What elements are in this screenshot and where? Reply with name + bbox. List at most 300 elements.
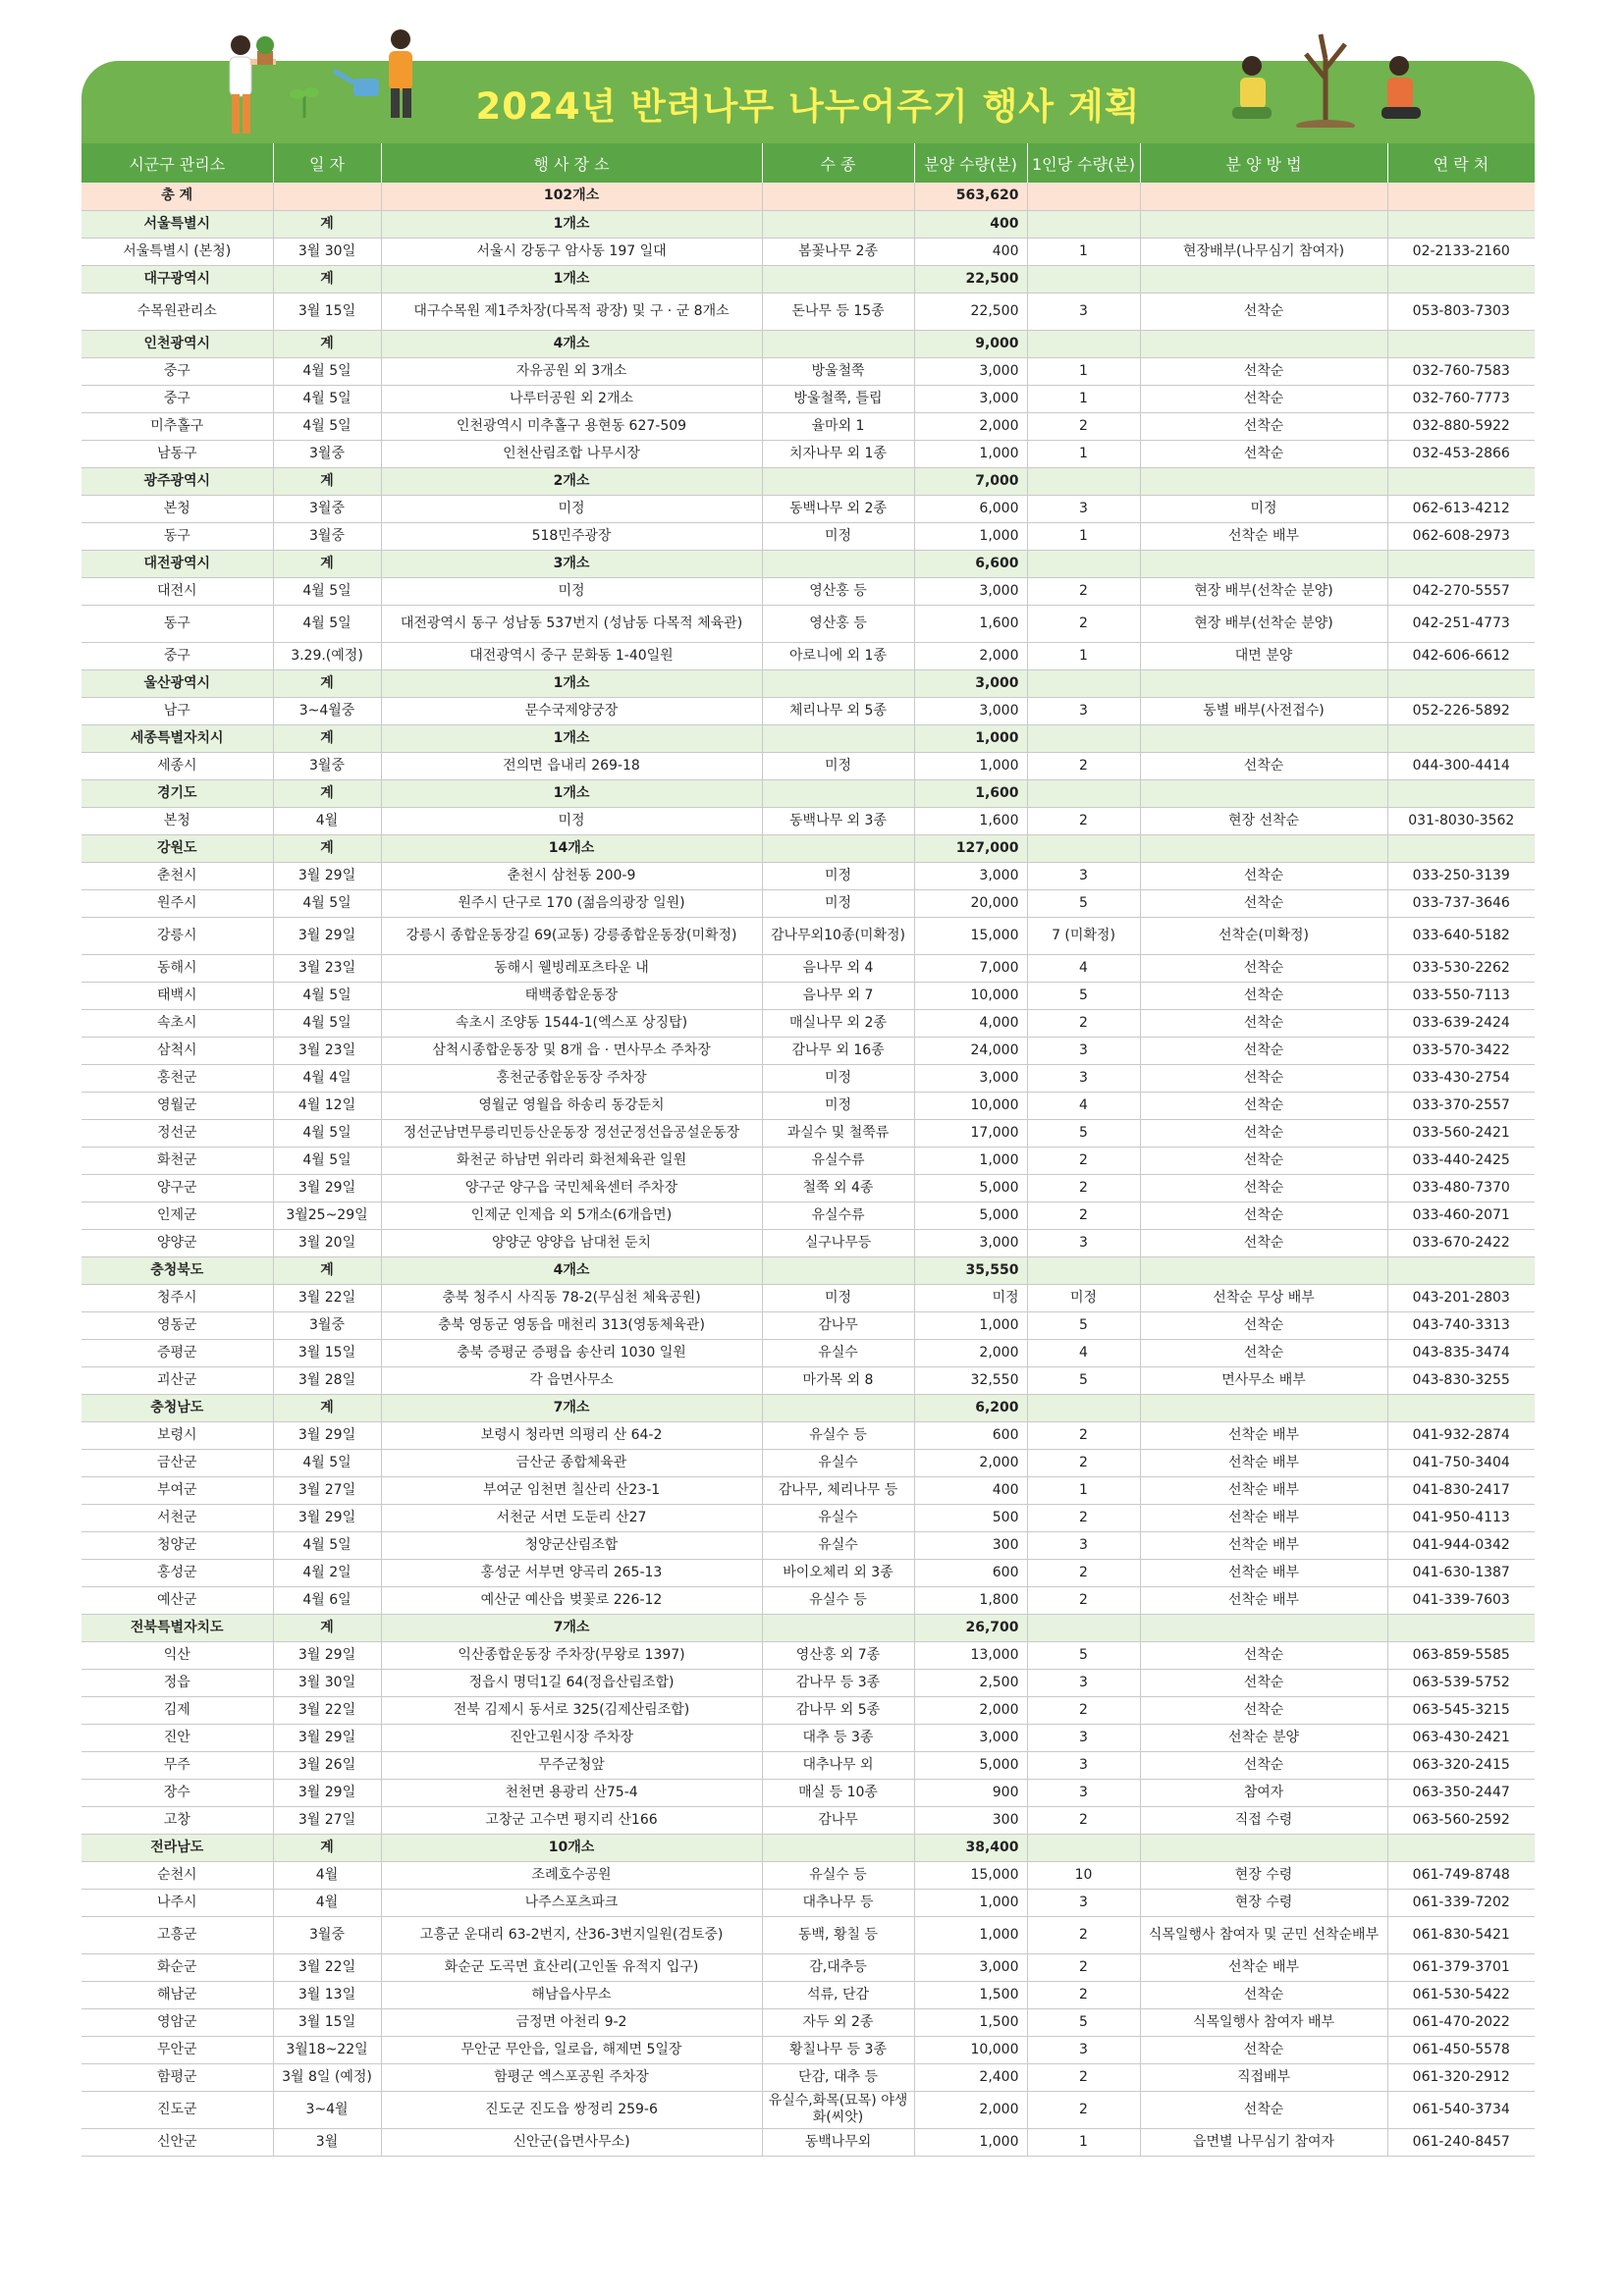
- region-place-count: 3개소: [381, 550, 762, 577]
- cell-quantity: 900: [914, 1779, 1027, 1806]
- cell-species: 동백나무 외 2종: [762, 495, 914, 522]
- region-quantity: 22,500: [914, 265, 1027, 293]
- cell-quantity: 10,000: [914, 1092, 1027, 1119]
- cell-place: 영월군 영월읍 하송리 동강둔치: [381, 1092, 762, 1119]
- cell-species: 동백, 황칠 등: [762, 1916, 914, 1953]
- cell-place: 함평군 엑스포공원 주차장: [381, 2063, 762, 2091]
- cell-office: 태백시: [81, 982, 273, 1009]
- cell-quantity: 3,000: [914, 357, 1027, 385]
- cell-office: 중구: [81, 357, 273, 385]
- cell-contact: 063-539-5752: [1387, 1669, 1535, 1696]
- sprout-icon: [285, 79, 324, 118]
- cell-office: 나주시: [81, 1889, 273, 1916]
- cell-method: 선착순 배부: [1140, 1476, 1387, 1504]
- cell-office: 청주시: [81, 1284, 273, 1311]
- region-subtotal-label: 계: [273, 330, 381, 357]
- region-quantity: 1,000: [914, 724, 1027, 752]
- col-header-office: 시군구 관리소: [81, 143, 273, 183]
- cell-contact: 033-460-2071: [1387, 1201, 1535, 1229]
- region-name: 강원도: [81, 834, 273, 862]
- cell-species: 영산홍 외 7종: [762, 1641, 914, 1669]
- cell-place: 대전광역시 동구 성남동 537번지 (성남동 다목적 체육관): [381, 605, 762, 642]
- cell-species: 유실수 등: [762, 1421, 914, 1449]
- cell-contact: 033-250-3139: [1387, 862, 1535, 889]
- cell-per-person: 2: [1027, 605, 1140, 642]
- cell-contact: 033-670-2422: [1387, 1229, 1535, 1256]
- cell-office: 무안군: [81, 2036, 273, 2063]
- cell-place: 홍천군종합운동장 주차장: [381, 1064, 762, 1092]
- cell-quantity: 1,000: [914, 1311, 1027, 1339]
- cell-date: 3월25~29일: [273, 1201, 381, 1229]
- cell-office: 화순군: [81, 1953, 273, 1981]
- cell-method: 선착순: [1140, 1229, 1387, 1256]
- cell-species: 유실수류: [762, 1147, 914, 1174]
- region-name: 경기도: [81, 779, 273, 807]
- cell-quantity: 2,000: [914, 1696, 1027, 1724]
- cell-place: 금정면 아천리 9-2: [381, 2008, 762, 2036]
- cell-contact: 033-737-3646: [1387, 889, 1535, 917]
- cell-per-person: 4: [1027, 1092, 1140, 1119]
- table-row: [81, 752, 1535, 779]
- cell-species: 음나무 외 4: [762, 954, 914, 982]
- cell-place: 강릉시 종합운동장길 69(교동) 강릉종합운동장(미확정): [381, 917, 762, 954]
- cell-species: 유실수: [762, 1531, 914, 1559]
- col-header-quantity: 분양 수량(본): [914, 143, 1027, 183]
- cell-per-person: 1: [1027, 385, 1140, 412]
- cell-species: 매실 등 10종: [762, 1779, 914, 1806]
- cell-contact: 041-750-3404: [1387, 1449, 1535, 1476]
- cell-per-person: 2: [1027, 2063, 1140, 2091]
- cell-quantity: 미정: [914, 1284, 1027, 1311]
- table-row: [81, 1889, 1535, 1916]
- cell-quantity: 10,000: [914, 982, 1027, 1009]
- table-row: [81, 1504, 1535, 1531]
- cell-office: 대전시: [81, 577, 273, 605]
- cell-method: 선착순 배부: [1140, 1531, 1387, 1559]
- cell-per-person: 5: [1027, 2008, 1140, 2036]
- total-quantity: 563,620: [914, 183, 1027, 210]
- cell-quantity: 3,000: [914, 862, 1027, 889]
- table-row: [81, 293, 1535, 330]
- cell-office: 원주시: [81, 889, 273, 917]
- cell-contact: 033-550-7113: [1387, 982, 1535, 1009]
- cell-date: 3월 29일: [273, 917, 381, 954]
- cell-date: 4월 5일: [273, 357, 381, 385]
- cell-office: 부여군: [81, 1476, 273, 1504]
- cell-method: 선착순: [1140, 1751, 1387, 1779]
- cell-per-person: 3: [1027, 1531, 1140, 1559]
- cell-date: 3월: [273, 2128, 381, 2156]
- cell-per-person: 미정: [1027, 1284, 1140, 1311]
- cell-date: 3월중: [273, 522, 381, 550]
- cell-per-person: 1: [1027, 357, 1140, 385]
- cell-quantity: 600: [914, 1559, 1027, 1586]
- region-subtotal-label: 계: [273, 669, 381, 697]
- cell-species: 미정: [762, 889, 914, 917]
- region-place-count: 2개소: [381, 467, 762, 495]
- region-place-count: 4개소: [381, 1256, 762, 1284]
- cell-office: 동구: [81, 522, 273, 550]
- cell-contact: 053-803-7303: [1387, 293, 1535, 330]
- cell-contact: 041-630-1387: [1387, 1559, 1535, 1586]
- cell-contact: 063-859-5585: [1387, 1641, 1535, 1669]
- cell-method: 선착순: [1140, 412, 1387, 440]
- cell-method: 선착순: [1140, 1696, 1387, 1724]
- cell-contact: 032-760-7583: [1387, 357, 1535, 385]
- cell-species: 미정: [762, 522, 914, 550]
- cell-quantity: 2,000: [914, 1339, 1027, 1366]
- cell-method: 선착순: [1140, 1339, 1387, 1366]
- cell-contact: 043-740-3313: [1387, 1311, 1535, 1339]
- cell-per-person: 2: [1027, 1953, 1140, 1981]
- cell-quantity: 1,800: [914, 1586, 1027, 1614]
- cell-date: 4월 5일: [273, 1449, 381, 1476]
- cell-species: 봄꽃나무 2종: [762, 238, 914, 265]
- cell-per-person: 5: [1027, 1366, 1140, 1394]
- cell-method: 선착순 무상 배부: [1140, 1284, 1387, 1311]
- cell-per-person: 1: [1027, 1476, 1140, 1504]
- cell-species: 바이오체리 외 3종: [762, 1559, 914, 1586]
- cell-method: 선착순 분양: [1140, 1724, 1387, 1751]
- cell-quantity: 2,000: [914, 1449, 1027, 1476]
- table-row: [81, 1174, 1535, 1201]
- cell-contact: 061-320-2912: [1387, 2063, 1535, 2091]
- cell-per-person: 3: [1027, 495, 1140, 522]
- cell-office: 무주: [81, 1751, 273, 1779]
- cell-method: 식목일행사 참여자 및 군민 선착순배부: [1140, 1916, 1387, 1953]
- table-row: [81, 1311, 1535, 1339]
- cell-method: 선착순: [1140, 982, 1387, 1009]
- cell-place: 충북 청주시 사직동 78-2(무심천 체육공원): [381, 1284, 762, 1311]
- cell-place: 무주군청앞: [381, 1751, 762, 1779]
- cell-place: 미정: [381, 577, 762, 605]
- cell-place: 미정: [381, 807, 762, 834]
- region-subtotal-label: 계: [273, 550, 381, 577]
- cell-date: 3월 22일: [273, 1696, 381, 1724]
- cell-place: 삼척시종합운동장 및 8개 읍 · 면사무소 주차장: [381, 1037, 762, 1064]
- cell-date: 4월: [273, 1889, 381, 1916]
- cell-per-person: 2: [1027, 1201, 1140, 1229]
- cell-per-person: 1: [1027, 642, 1140, 669]
- cell-species: 감나무, 체리나무 등: [762, 1476, 914, 1504]
- table-row: [81, 1037, 1535, 1064]
- cell-place: 518민주광장: [381, 522, 762, 550]
- cell-per-person: 1: [1027, 440, 1140, 467]
- table-row: [81, 954, 1535, 982]
- table-row: [81, 1449, 1535, 1476]
- col-header-date: 일 자: [273, 143, 381, 183]
- cell-place: 진안고원시장 주차장: [381, 1724, 762, 1751]
- region-quantity: 1,600: [914, 779, 1027, 807]
- cell-method: 대면 분양: [1140, 642, 1387, 669]
- table-row: [81, 2036, 1535, 2063]
- cell-date: 3월 15일: [273, 2008, 381, 2036]
- cell-office: 순천시: [81, 1861, 273, 1889]
- cell-quantity: 32,550: [914, 1366, 1027, 1394]
- region-subtotal-label: 계: [273, 265, 381, 293]
- cell-place: 정선군남면무릉리민등산운동장 정선군정선읍공설운동장: [381, 1119, 762, 1147]
- cell-contact: 041-339-7603: [1387, 1586, 1535, 1614]
- cell-quantity: 10,000: [914, 2036, 1027, 2063]
- cell-office: 본청: [81, 495, 273, 522]
- region-place-count: 7개소: [381, 1394, 762, 1421]
- region-subtotal-label: 계: [273, 1834, 381, 1861]
- table-row: [81, 1366, 1535, 1394]
- region-name: 충청남도: [81, 1394, 273, 1421]
- cell-office: 청양군: [81, 1531, 273, 1559]
- cell-method: 참여자: [1140, 1779, 1387, 1806]
- cell-per-person: 3: [1027, 862, 1140, 889]
- person-planting-icon: [1222, 54, 1301, 142]
- col-header-method: 분 양 방 법: [1140, 143, 1387, 183]
- cell-method: 선착순 배부: [1140, 522, 1387, 550]
- table-row: [81, 2063, 1535, 2091]
- cell-method: 미정: [1140, 495, 1387, 522]
- cell-species: 단감, 대추 등: [762, 2063, 914, 2091]
- cell-date: 3월 29일: [273, 1504, 381, 1531]
- cell-species: 체리나무 외 5종: [762, 697, 914, 724]
- cell-date: 3월 26일: [273, 1751, 381, 1779]
- region-row: [81, 265, 1535, 293]
- cell-method: 선착순: [1140, 1119, 1387, 1147]
- table-row: [81, 1339, 1535, 1366]
- cell-date: 4월 12일: [273, 1092, 381, 1119]
- cell-quantity: 300: [914, 1531, 1027, 1559]
- cell-species: 유실수,화목(묘목) 야생화(씨앗): [762, 2091, 914, 2128]
- cell-place: 금산군 종합체육관: [381, 1449, 762, 1476]
- cell-date: 3~4월중: [273, 697, 381, 724]
- cell-date: 3월 29일: [273, 1421, 381, 1449]
- region-place-count: 10개소: [381, 1834, 762, 1861]
- cell-species: 철쭉 외 4종: [762, 1174, 914, 1201]
- cell-date: 4월 5일: [273, 1147, 381, 1174]
- cell-contact: 063-430-2421: [1387, 1724, 1535, 1751]
- cell-per-person: 3: [1027, 1669, 1140, 1696]
- cell-species: 미정: [762, 1284, 914, 1311]
- cell-office: 서울특별시 (본청): [81, 238, 273, 265]
- cell-contact: 032-453-2866: [1387, 440, 1535, 467]
- cell-place: 문수국제양궁장: [381, 697, 762, 724]
- region-place-count: 1개소: [381, 669, 762, 697]
- cell-method: 선착순(미확정): [1140, 917, 1387, 954]
- cell-date: 3월 27일: [273, 1806, 381, 1834]
- table-row: [81, 238, 1535, 265]
- cell-office: 춘천시: [81, 862, 273, 889]
- cell-office: 함평군: [81, 2063, 273, 2091]
- region-quantity: 6,200: [914, 1394, 1027, 1421]
- region-subtotal-label: 계: [273, 1614, 381, 1641]
- cell-date: 3월 22일: [273, 1953, 381, 1981]
- cell-place: 태백종합운동장: [381, 982, 762, 1009]
- cell-method: 현장 배부(선착순 분양): [1140, 577, 1387, 605]
- cell-species: 치자나무 외 1종: [762, 440, 914, 467]
- cell-place: 화천군 하남면 위라리 화천체육관 일원: [381, 1147, 762, 1174]
- cell-contact: 043-201-2803: [1387, 1284, 1535, 1311]
- cell-place: 춘천시 삼천동 200-9: [381, 862, 762, 889]
- cell-place: 동해시 웰빙레포츠타운 내: [381, 954, 762, 982]
- cell-per-person: 3: [1027, 1064, 1140, 1092]
- cell-species: 음나무 외 7: [762, 982, 914, 1009]
- cell-per-person: 2: [1027, 577, 1140, 605]
- region-name: 서울특별시: [81, 210, 273, 238]
- cell-contact: 063-560-2592: [1387, 1806, 1535, 1834]
- cell-method: 선착순: [1140, 862, 1387, 889]
- cell-quantity: 6,000: [914, 495, 1027, 522]
- cell-method: 선착순: [1140, 1201, 1387, 1229]
- cell-contact: 042-251-4773: [1387, 605, 1535, 642]
- cell-species: 동백나무 외 3종: [762, 807, 914, 834]
- cell-species: 돈나무 등 15종: [762, 293, 914, 330]
- region-subtotal-label: 계: [273, 1394, 381, 1421]
- cell-per-person: 2: [1027, 1586, 1140, 1614]
- region-name: 울산광역시: [81, 669, 273, 697]
- cell-quantity: 1,000: [914, 1147, 1027, 1174]
- cell-place: 나루터공원 외 2개소: [381, 385, 762, 412]
- cell-date: 4월 5일: [273, 605, 381, 642]
- table-row: [81, 385, 1535, 412]
- cell-species: 방울철쭉: [762, 357, 914, 385]
- cell-contact: 033-430-2754: [1387, 1064, 1535, 1092]
- cell-per-person: 2: [1027, 1504, 1140, 1531]
- region-place-count: 1개소: [381, 210, 762, 238]
- cell-quantity: 4,000: [914, 1009, 1027, 1037]
- table-row: [81, 807, 1535, 834]
- cell-date: 4월 5일: [273, 412, 381, 440]
- cell-place: 고창군 고수면 평지리 산166: [381, 1806, 762, 1834]
- cell-place: 조례호수공원: [381, 1861, 762, 1889]
- cell-quantity: 5,000: [914, 1174, 1027, 1201]
- cell-contact: 031-8030-3562: [1387, 807, 1535, 834]
- cell-method: 선착순 배부: [1140, 1586, 1387, 1614]
- cell-per-person: 1: [1027, 238, 1140, 265]
- cell-contact: 033-639-2424: [1387, 1009, 1535, 1037]
- cell-date: 4월: [273, 1861, 381, 1889]
- cell-quantity: 1,500: [914, 1981, 1027, 2008]
- cell-per-person: 2: [1027, 412, 1140, 440]
- cell-species: 과실수 및 철쭉류: [762, 1119, 914, 1147]
- cell-species: 미정: [762, 1092, 914, 1119]
- cell-contact: 032-880-5922: [1387, 412, 1535, 440]
- cell-contact: 063-350-2447: [1387, 1779, 1535, 1806]
- cell-place: 청양군산림조합: [381, 1531, 762, 1559]
- region-subtotal-label: 계: [273, 210, 381, 238]
- cell-date: 3월 28일: [273, 1366, 381, 1394]
- cell-contact: 032-760-7773: [1387, 385, 1535, 412]
- col-header-contact: 연 락 처: [1387, 143, 1535, 183]
- cell-quantity: 3,000: [914, 1229, 1027, 1256]
- cell-office: 고흥군: [81, 1916, 273, 1953]
- region-subtotal-label: 계: [273, 779, 381, 807]
- cell-per-person: 2: [1027, 1449, 1140, 1476]
- cell-quantity: 5,000: [914, 1751, 1027, 1779]
- region-name: 세종특별자치시: [81, 724, 273, 752]
- cell-date: 4월 6일: [273, 1586, 381, 1614]
- cell-method: 직접 수령: [1140, 1806, 1387, 1834]
- cell-place: 나주스포츠파크: [381, 1889, 762, 1916]
- cell-quantity: 3,000: [914, 1953, 1027, 1981]
- cell-place: 천천면 용광리 산75-4: [381, 1779, 762, 1806]
- table-row: [81, 1981, 1535, 2008]
- cell-place: 인천산림조합 나무시장: [381, 440, 762, 467]
- cell-date: 3월 13일: [273, 1981, 381, 2008]
- cell-contact: 061-749-8748: [1387, 1861, 1535, 1889]
- cell-species: 석류, 단감: [762, 1981, 914, 2008]
- table-body: [81, 183, 1535, 2156]
- cell-office: 삼척시: [81, 1037, 273, 1064]
- cell-per-person: 2: [1027, 2091, 1140, 2128]
- region-place-count: 1개소: [381, 265, 762, 293]
- cell-place: 고흥군 운대리 63-2번지, 산36-3번지일원(검토중): [381, 1916, 762, 1953]
- cell-office: 화천군: [81, 1147, 273, 1174]
- cell-contact: 063-320-2415: [1387, 1751, 1535, 1779]
- cell-method: 선착순: [1140, 1009, 1387, 1037]
- cell-office: 홍성군: [81, 1559, 273, 1586]
- region-quantity: 127,000: [914, 834, 1027, 862]
- region-row: [81, 834, 1535, 862]
- cell-quantity: 3,000: [914, 577, 1027, 605]
- cell-place: 익산종합운동장 주차장(무왕로 1397): [381, 1641, 762, 1669]
- region-name: 전북특별자치도: [81, 1614, 273, 1641]
- cell-place: 예산군 예산읍 벚꽃로 226-12: [381, 1586, 762, 1614]
- cell-quantity: 13,000: [914, 1641, 1027, 1669]
- cell-method: 선착순: [1140, 293, 1387, 330]
- cell-species: 감나무 등 3종: [762, 1669, 914, 1696]
- table-row: [81, 1009, 1535, 1037]
- cell-place: 진도군 진도읍 쌍정리 259-6: [381, 2091, 762, 2128]
- cell-place: 충북 증평군 증평읍 송산리 1030 일원: [381, 1339, 762, 1366]
- cell-place: 양구군 양구읍 국민체육센터 주차장: [381, 1174, 762, 1201]
- cell-place: 정읍시 명덕1길 64(정읍산림조합): [381, 1669, 762, 1696]
- cell-per-person: 5: [1027, 1311, 1140, 1339]
- region-subtotal-label: 계: [273, 724, 381, 752]
- region-subtotal-label: 계: [273, 834, 381, 862]
- cell-per-person: 3: [1027, 1229, 1140, 1256]
- cell-contact: 052-226-5892: [1387, 697, 1535, 724]
- cell-quantity: 3,000: [914, 1724, 1027, 1751]
- cell-quantity: 15,000: [914, 917, 1027, 954]
- cell-method: 직접배부: [1140, 2063, 1387, 2091]
- cell-quantity: 2,000: [914, 642, 1027, 669]
- cell-place: 대구수목원 제1주차장(다목적 광장) 및 구 · 군 8개소: [381, 293, 762, 330]
- region-row: [81, 1834, 1535, 1861]
- cell-contact: 061-830-5421: [1387, 1916, 1535, 1953]
- cell-place: 보령시 청라면 의평리 산 64-2: [381, 1421, 762, 1449]
- cell-method: 현장 배부(선착순 분양): [1140, 605, 1387, 642]
- event-table: [81, 143, 1536, 2157]
- cell-date: 3월 15일: [273, 293, 381, 330]
- cell-contact: 033-560-2421: [1387, 1119, 1535, 1147]
- cell-date: 3월 23일: [273, 954, 381, 982]
- region-row: [81, 1614, 1535, 1641]
- cell-office: 장수: [81, 1779, 273, 1806]
- region-quantity: 7,000: [914, 467, 1027, 495]
- person-watering-icon: [324, 27, 432, 145]
- cell-contact: 061-530-5422: [1387, 1981, 1535, 2008]
- cell-place: 서울시 강동구 암사동 197 일대: [381, 238, 762, 265]
- cell-species: 감나무 외 16종: [762, 1037, 914, 1064]
- table-row: [81, 862, 1535, 889]
- cell-place: 각 읍면사무소: [381, 1366, 762, 1394]
- cell-date: 3월 23일: [273, 1037, 381, 1064]
- region-row: [81, 724, 1535, 752]
- region-place-count: 1개소: [381, 724, 762, 752]
- cell-quantity: 3,000: [914, 1064, 1027, 1092]
- table-row: [81, 357, 1535, 385]
- region-row: [81, 779, 1535, 807]
- cell-species: 아로니에 외 1종: [762, 642, 914, 669]
- cell-place: 인천광역시 미추홀구 용현동 627-509: [381, 412, 762, 440]
- cell-office: 미추홀구: [81, 412, 273, 440]
